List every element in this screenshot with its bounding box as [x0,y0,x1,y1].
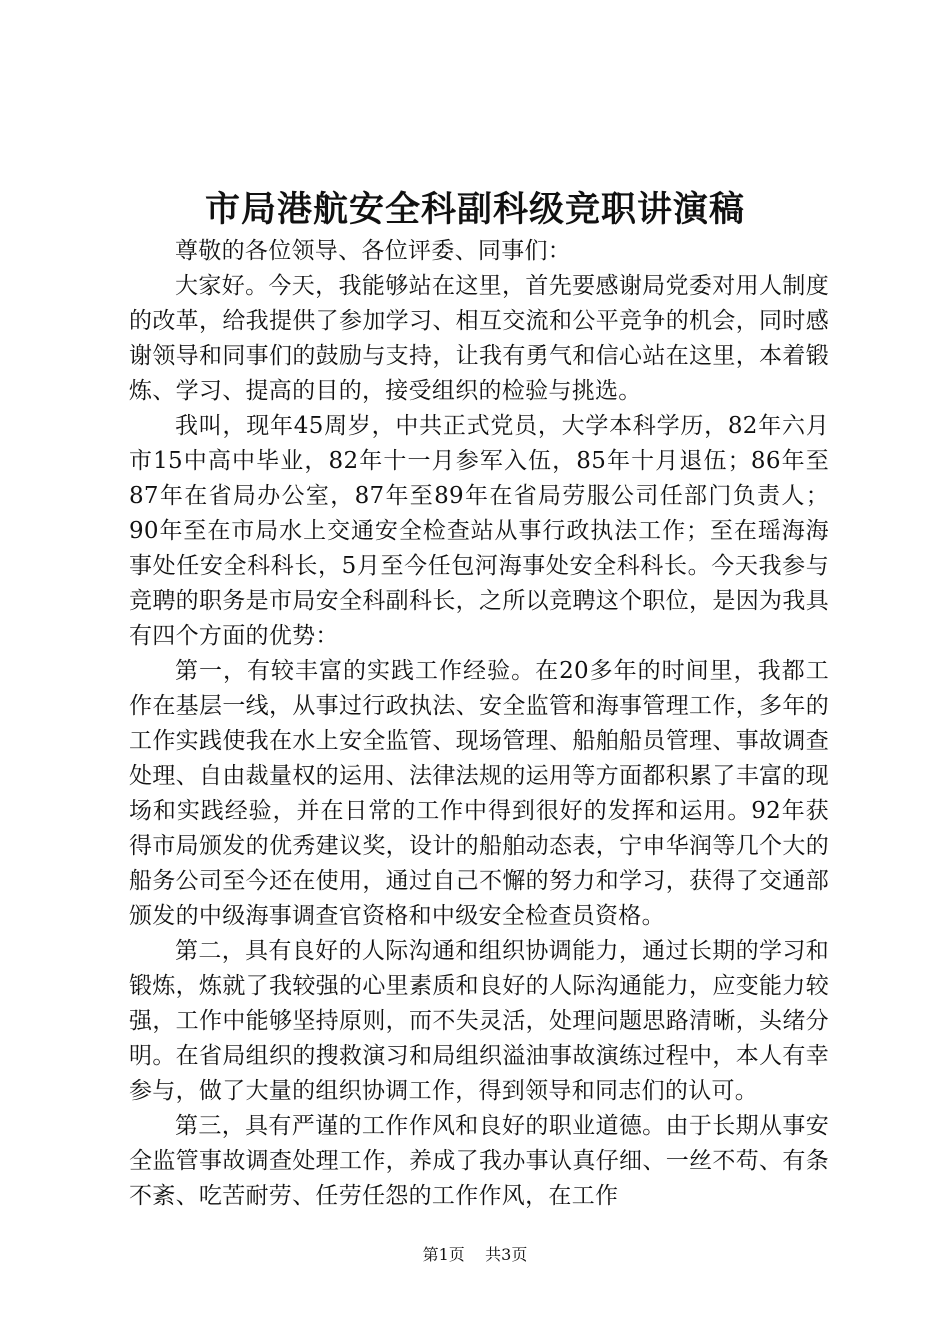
paragraph-greeting: 大家好。今天，我能够站在这里，首先要感谢局党委对用人制度的改革，给我提供了参加学习、相互交流和公平竞争的机会，同时感谢领导和同事们的鼓励与支持，让我有勇气和信心站在这里，本着锻炼、学习、提高的目的，接受组织的检验与挑选。 [129,273,829,404]
page-footer [0,1243,950,1267]
document-title: 市局港航安全科副科级竞职讲演稿 [204,189,745,230]
document-body [129,234,829,1214]
paragraph-advantage-3: 第三，具有严谨的工作作风和良好的职业道德。由于长期从事安全监管事故调查处理工作，养成了我办事认真仔细、一丝不苟、有条不紊、吃苦耐劳、任劳任怨的工作作风，在工作 [129,1113,829,1209]
page-separator [470,1245,480,1264]
paragraph-introduction: 我叫，现年45周岁，中共正式党员，大学本科学历，82年六月市15中高中毕业，82年十一月参军入伍，85年十月退伍；86年至87年在省局办公室，87年至89年在省局劳服公司任部门负责人；90年至在市局水上交通安全检查站从事行政执法工作；至在瑶海海事处任安全科科长，5月至今任包河海事处安全科科长。今天我参与竞聘的职务是市局安全科副科长，之所以竞聘这个职位，是因为我具有四个方面的优势： [129,413,829,649]
page-total: 共3页 [485,1245,528,1264]
paragraph-salutation: 尊敬的各位领导、各位评委、同事们： [175,238,572,264]
paragraph-advantage-2: 第二，具有良好的人际沟通和组织协调能力，通过长期的学习和锻炼，炼就了我较强的心里素质和良好的人际沟通能力，应变能力较强，工作中能够坚持原则，而不失灵活，处理问题思路清晰，头绪分明。在省局组织的搜救演习和局组织溢油事故演练过程中，本人有幸参与，做了大量的组织协调工作，得到领导和同志们的认可。 [129,938,829,1104]
paragraph-advantage-1: 第一，有较丰富的实践工作经验。在20多年的时间里，我都工作在基层一线，从事过行政执法、安全监管和海事管理工作，多年的工作实践使我在水上安全监管、现场管理、船舶船员管理、事故调查处理、自由裁量权的运用、法律法规的运用等方面都积累了丰富的现场和实践经验，并在日常的工作中得到很好的发挥和运用。92年获得市局颁发的优秀建议奖，设计的船舶动态表，宁申华润等几个大的船务公司至今还在使用，通过自己不懈的努力和学习，获得了交通部颁发的中级海事调查官资格和中级安全检查员资格。 [129,658,829,929]
page-number: 第1页 [422,1245,465,1264]
